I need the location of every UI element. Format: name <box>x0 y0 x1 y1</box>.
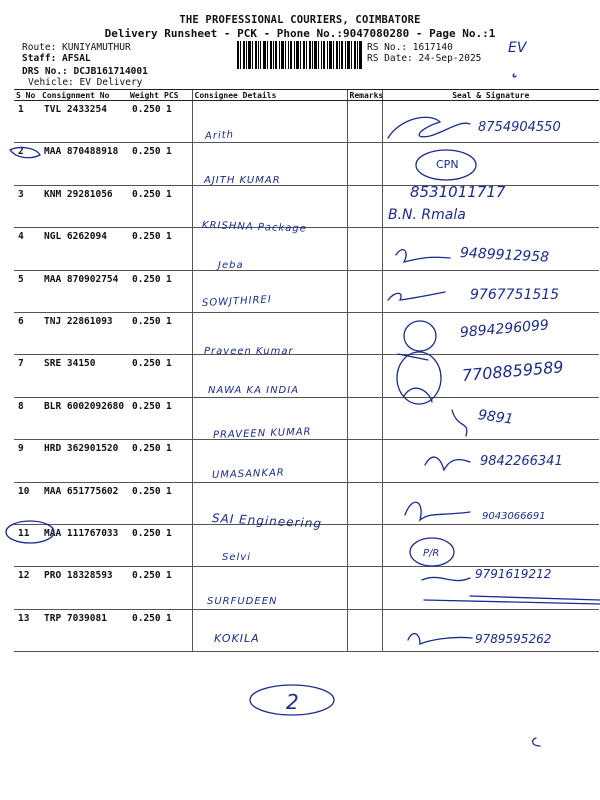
handwritten-consignee: Arith <box>204 129 235 142</box>
handwritten-consignee: Jeba <box>218 260 244 271</box>
handwritten-phone: 9789595262 <box>475 632 552 646</box>
row-weight: 0.250 <box>128 440 162 482</box>
handwritten-pr-note: P/R <box>423 548 440 559</box>
vehicle-label: Vehicle: EV Delivery <box>28 77 143 88</box>
col-consignment: Consignment No <box>40 90 128 101</box>
row-weight: 0.250 <box>128 185 162 227</box>
handwritten-phone: 9891 <box>476 407 515 428</box>
drs-number: DRS No.: DCJB161714001 <box>22 66 148 77</box>
row-pcs: 1 <box>162 185 192 227</box>
row-consignment-no: KNM 29281056 <box>40 185 128 227</box>
row-pcs: 1 <box>162 101 192 143</box>
handwritten-phone: 9489912958 <box>459 245 550 266</box>
row-sno: 11 <box>14 524 40 566</box>
row-pcs: 1 <box>162 440 192 482</box>
row-weight: 0.250 <box>128 143 162 185</box>
handwritten-consignee: NAWA KA INDIA <box>208 385 300 396</box>
row-weight: 0.250 <box>128 228 162 270</box>
row-pcs: 1 <box>162 609 192 651</box>
row-weight: 0.250 <box>128 524 162 566</box>
row-sno: 10 <box>14 482 40 524</box>
handwritten-phone: 9767751515 <box>470 287 560 303</box>
row-sno: 1 <box>14 101 40 143</box>
handwritten-phone: 8754904550 <box>478 120 561 135</box>
row-consignment-no: BLR 6002092680 <box>40 397 128 439</box>
row-consignment-no: MAA 870488918 <box>40 143 128 185</box>
row-consignment-no: MAA 870902754 <box>40 270 128 312</box>
row-weight: 0.250 <box>128 482 162 524</box>
row-pcs: 1 <box>162 143 192 185</box>
col-consignee: Consignee Details <box>192 90 347 101</box>
row-consignment-no: PRO 18328593 <box>40 567 128 609</box>
handwritten-consignee: PRAVEEN KUMAR <box>212 426 312 441</box>
runsheet-subtitle: Delivery Runsheet - PCK - Phone No.:9047080280 - Page No.:1 <box>104 27 496 40</box>
row-sno: 13 <box>14 609 40 651</box>
row-consignment-no: SRE 34150 <box>40 355 128 397</box>
handwritten-consignee: SOWJTHIREI <box>201 294 273 309</box>
handwritten-phone: 9791619212 <box>475 567 552 581</box>
handwritten-phone: 9043066691 <box>482 511 546 522</box>
row-sno: 9 <box>14 440 40 482</box>
row-pcs: 1 <box>162 567 192 609</box>
row-consignment-no: HRD 362901520 <box>40 440 128 482</box>
row-pcs: 1 <box>162 524 192 566</box>
row-weight: 0.250 <box>128 397 162 439</box>
row-weight: 0.250 <box>128 355 162 397</box>
row-consignment-no: MAA 651775602 <box>40 482 128 524</box>
handwritten-phone: 7708859589 <box>461 357 565 385</box>
row-consignment-no: NGL 6262094 <box>40 228 128 270</box>
rs-date: RS Date: 24-Sep-2025 <box>367 53 482 64</box>
row-pcs: 1 <box>162 312 192 354</box>
col-signature: Seal & Signature <box>382 90 599 101</box>
row-sno: 6 <box>14 312 40 354</box>
handwritten-phone: 9842266341 <box>480 454 563 469</box>
handwritten-consignee: SAI Engineering <box>211 511 323 531</box>
row-sno: 3 <box>14 185 40 227</box>
handwritten-consignee: AJITH KUMAR <box>204 175 281 186</box>
row-weight: 0.250 <box>128 270 162 312</box>
row-sno: 5 <box>14 270 40 312</box>
row-weight: 0.250 <box>128 567 162 609</box>
handwritten-consignee: Selvi <box>222 552 251 563</box>
row-pcs: 1 <box>162 482 192 524</box>
handwritten-consignee: Praveen Kumar <box>204 346 294 357</box>
company-title: THE PROFESSIONAL COURIERS, COIMBATORE <box>179 14 421 26</box>
rs-number: RS No.: 1617140 <box>367 42 453 53</box>
handwritten-consignee: UMASANKAR <box>211 467 285 481</box>
handwritten-page-number: 2 <box>286 690 299 714</box>
handwritten-consignee: SURFUDEEN <box>207 596 278 607</box>
row-sno: 12 <box>14 567 40 609</box>
handwritten-ev-note: EV <box>508 40 527 56</box>
handwritten-phone: 8531011717 <box>410 183 506 201</box>
handwritten-name: B.N. Rmala <box>388 207 466 223</box>
col-pcs: PCS <box>162 90 192 101</box>
row-consignment-no: TNJ 22861093 <box>40 312 128 354</box>
row-sno: 2 <box>14 143 40 185</box>
handwritten-consignee: KOKILA <box>214 632 260 645</box>
row-sno: 4 <box>14 228 40 270</box>
handwritten-cpn-note: CPN <box>436 158 459 171</box>
row-weight: 0.250 <box>128 312 162 354</box>
col-remarks: Remarks <box>347 90 382 101</box>
row-consignment-no: TRP 7039081 <box>40 609 128 651</box>
row-consignment-no: TVL 2433254 <box>40 101 128 143</box>
col-sno: S No <box>14 90 40 101</box>
handwritten-phone: 9894296099 <box>459 317 550 341</box>
row-pcs: 1 <box>162 270 192 312</box>
row-consignment-no: MAA 111767033 <box>40 524 128 566</box>
handwritten-consignee: KRISHNA Package <box>201 220 308 235</box>
row-weight: 0.250 <box>128 101 162 143</box>
row-sno: 8 <box>14 397 40 439</box>
staff-label: Staff: AFSAL <box>22 53 91 64</box>
route-label: Route: KUNIYAMUTHUR <box>22 42 131 53</box>
row-sno: 7 <box>14 355 40 397</box>
row-pcs: 1 <box>162 355 192 397</box>
row-pcs: 1 <box>162 397 192 439</box>
row-pcs: 1 <box>162 228 192 270</box>
col-weight: Weight <box>128 90 162 101</box>
row-weight: 0.250 <box>128 609 162 651</box>
